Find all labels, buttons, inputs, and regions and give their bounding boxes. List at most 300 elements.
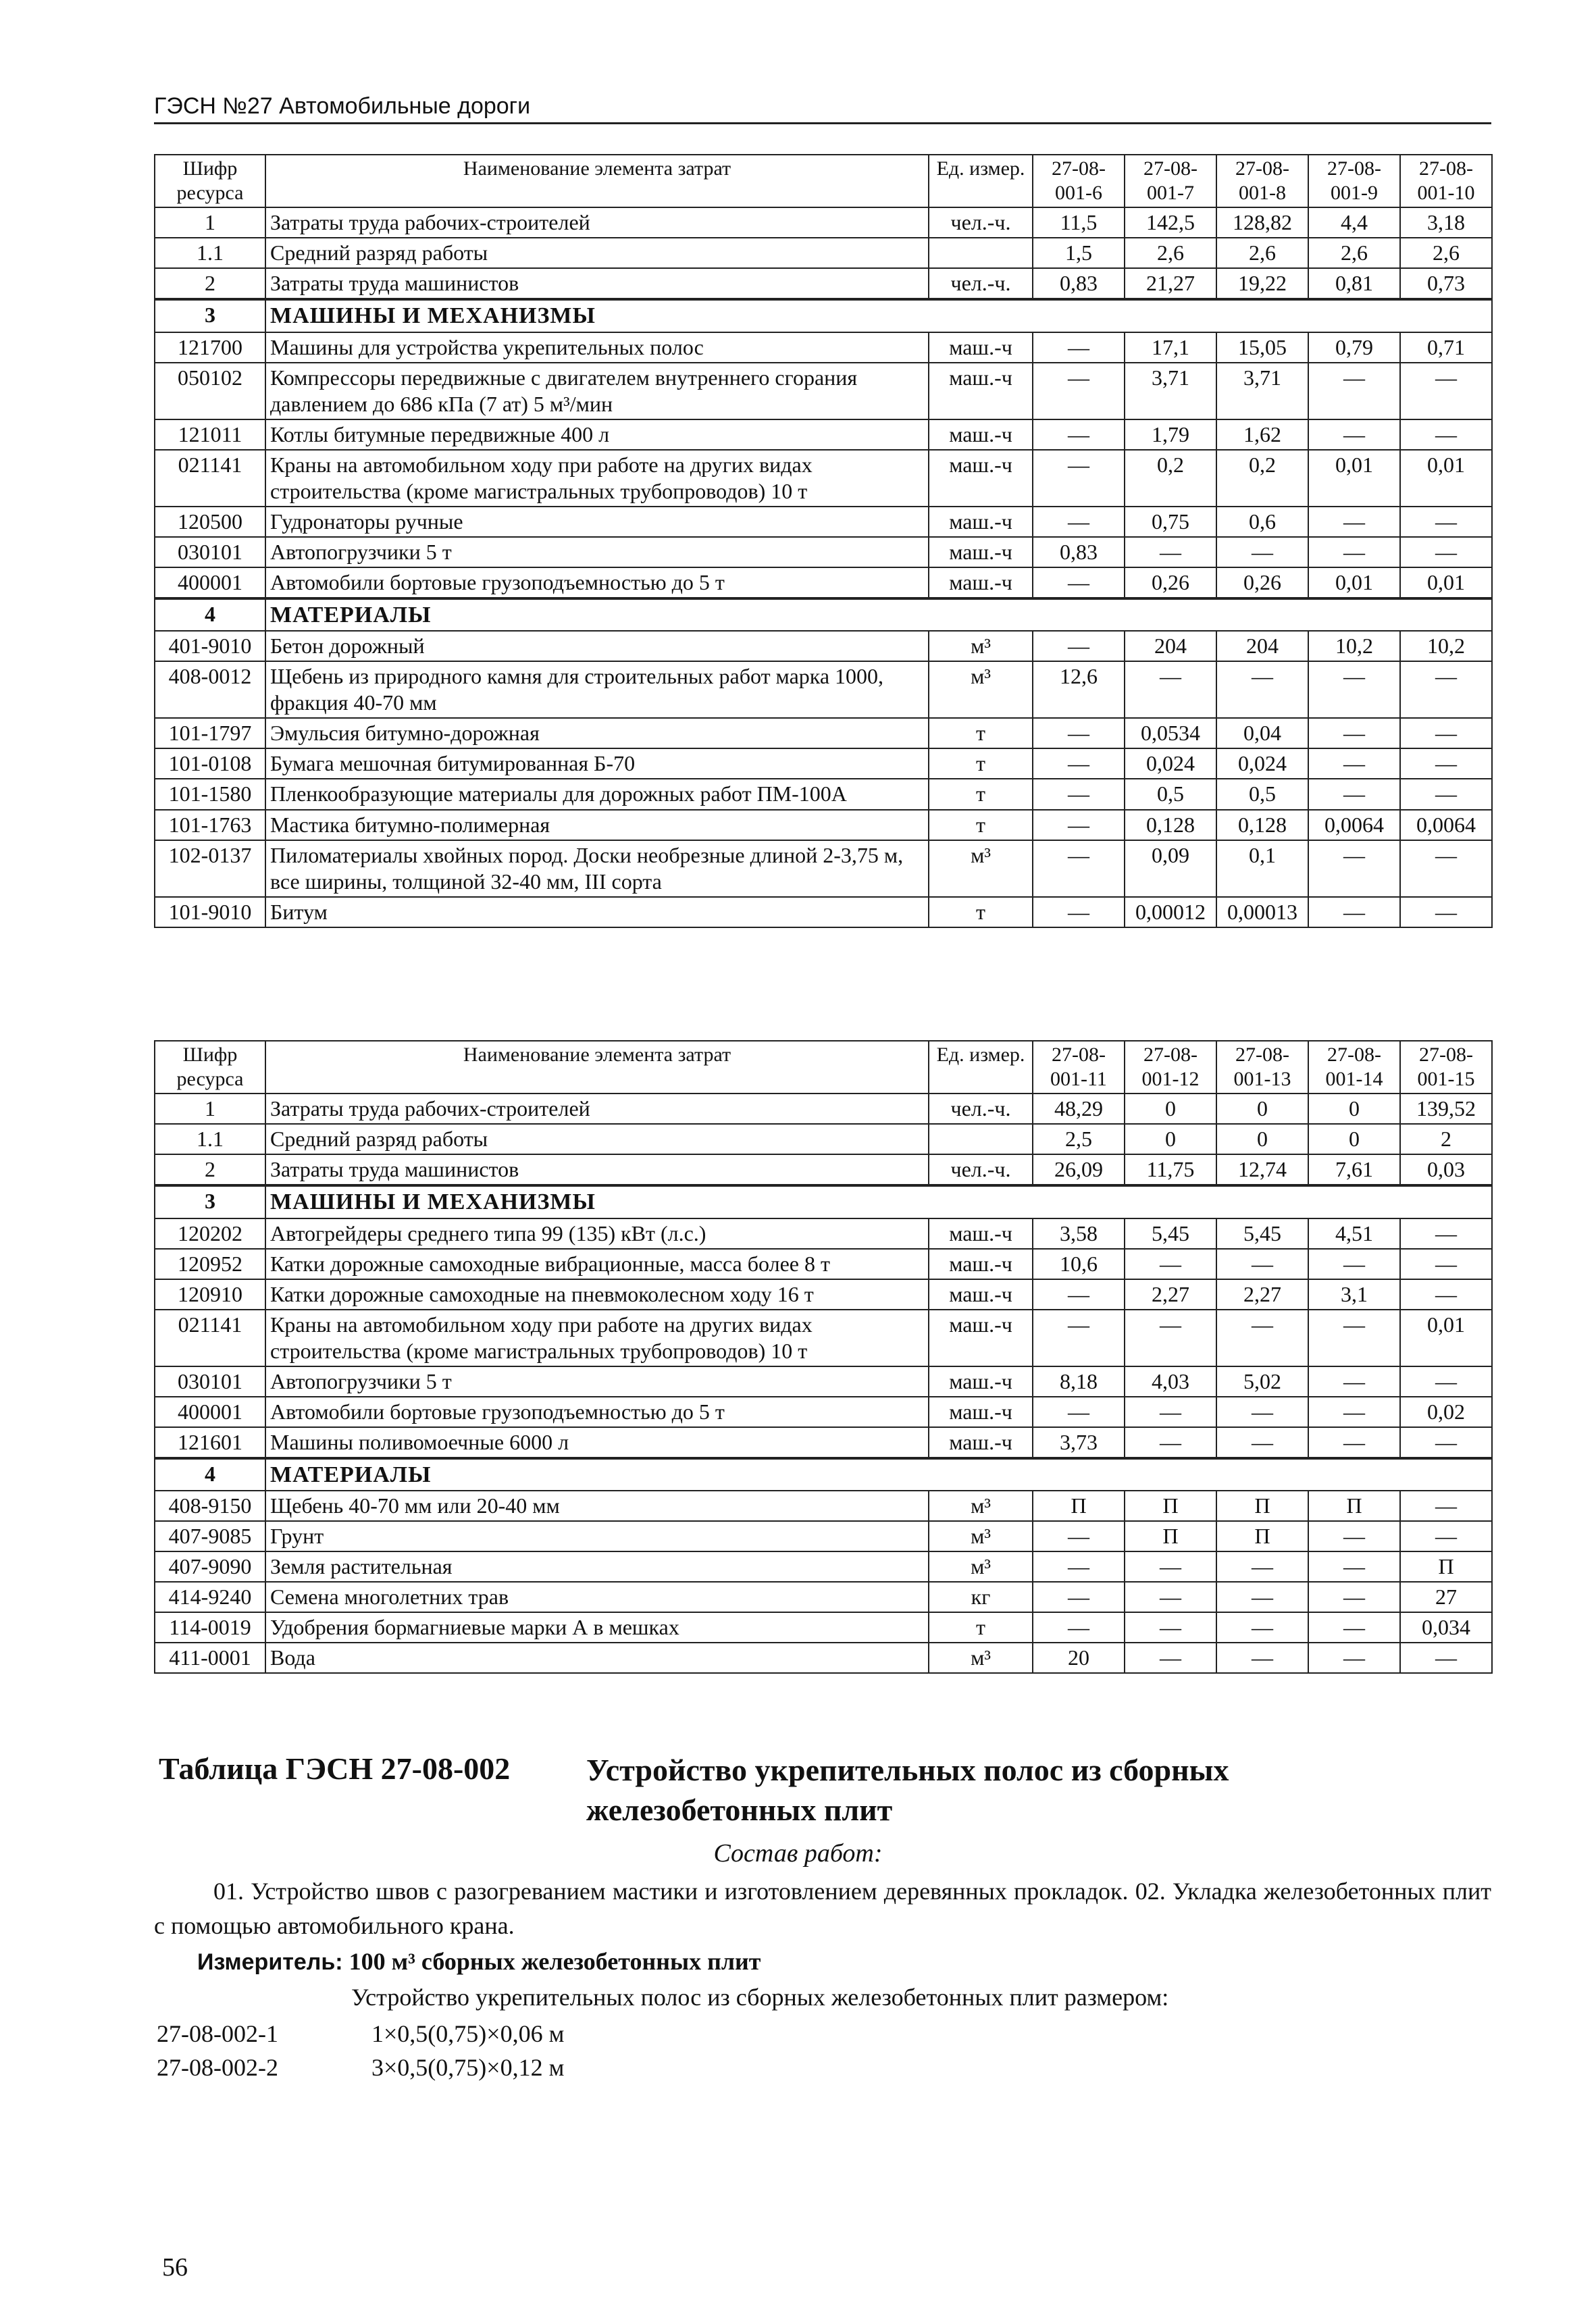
- table-row: [155, 363, 1492, 419]
- table-row: [155, 1612, 1492, 1643]
- resource-code: 1.1: [155, 1124, 265, 1154]
- value-cell: 0,1: [1216, 840, 1308, 897]
- resource-code: 021141: [155, 1310, 265, 1366]
- value-cell: 17,1: [1125, 332, 1216, 363]
- table-row: [155, 419, 1492, 450]
- value-cell: 0,0064: [1308, 810, 1400, 840]
- value-cell: —: [1308, 1366, 1400, 1397]
- unit: маш.-ч: [929, 1366, 1033, 1397]
- resource-name: Щебень из природного камня для строительных работ марка 1000, фракция 40-70 мм: [265, 661, 929, 718]
- value-cell: 2,27: [1125, 1279, 1216, 1310]
- value-cell: —: [1033, 779, 1125, 809]
- table-row: [155, 537, 1492, 567]
- value-cell: 4,51: [1308, 1218, 1400, 1249]
- table-row: [155, 1551, 1492, 1582]
- unit: маш.-ч: [929, 1218, 1033, 1249]
- table-row: [155, 631, 1492, 661]
- value-cell: 3,1: [1308, 1279, 1400, 1310]
- table-row: [155, 1249, 1492, 1279]
- value-cell: —: [1400, 537, 1492, 567]
- value-cell: 204: [1216, 631, 1308, 661]
- value-cell: 204: [1125, 631, 1216, 661]
- value-cell: —: [1125, 537, 1216, 567]
- resource-name: Средний разряд работы: [265, 1124, 929, 1154]
- value-cell: 21,27: [1125, 268, 1216, 299]
- value-cell: 0,024: [1125, 748, 1216, 779]
- resource-name: Катки дорожные самоходные вибрационные, масса более 8 т: [265, 1249, 929, 1279]
- value-cell: 2,6: [1308, 238, 1400, 268]
- section-title: МАШИНЫ И МЕХАНИЗМЫ: [265, 1185, 1492, 1218]
- value-cell: —: [1033, 810, 1125, 840]
- resource-name: Краны на автомобильном ходу при работе на других видах строительства (кроме магистральных трубопроводов) 10 т: [265, 450, 929, 507]
- unit: маш.-ч: [929, 450, 1033, 507]
- section-title: МАТЕРИАЛЫ: [265, 598, 1492, 631]
- value-cell: —: [1308, 1310, 1400, 1366]
- resource-code: 120952: [155, 1249, 265, 1279]
- variant-code: 27-08-002-2: [157, 2054, 278, 2081]
- resource-name: Семена многолетних трав: [265, 1582, 929, 1612]
- table-row: [155, 567, 1492, 598]
- value-cell: 0,5: [1125, 779, 1216, 809]
- table-row: [155, 1218, 1492, 1249]
- resource-name: Котлы битумные передвижные 400 л: [265, 419, 929, 450]
- value-cell: 15,05: [1216, 332, 1308, 363]
- unit: маш.-ч: [929, 363, 1033, 419]
- value-cell: —: [1308, 1551, 1400, 1582]
- unit: м³: [929, 631, 1033, 661]
- value-cell: —: [1033, 1279, 1125, 1310]
- table-row: [155, 1154, 1492, 1185]
- resource-code: 114-0019: [155, 1612, 265, 1643]
- resource-name: Пиломатериалы хвойных пород. Доски необрезные длиной 2-3,75 м, все ширины, толщиной 32-40 мм, III сорта: [265, 840, 929, 897]
- value-cell: П: [1033, 1491, 1125, 1521]
- value-cell: —: [1400, 1249, 1492, 1279]
- value-cell: 12,6: [1033, 661, 1125, 718]
- resource-code: 030101: [155, 537, 265, 567]
- value-cell: 10,2: [1308, 631, 1400, 661]
- value-cell: —: [1033, 1582, 1125, 1612]
- value-cell: —: [1125, 1397, 1216, 1427]
- value-cell: —: [1308, 1582, 1400, 1612]
- resource-name: Затраты труда рабочих-строителей: [265, 207, 929, 238]
- resource-code: 414-9240: [155, 1582, 265, 1612]
- value-cell: П: [1400, 1551, 1492, 1582]
- resource-code: 101-1763: [155, 810, 265, 840]
- resource-name: Мастика битумно-полимерная: [265, 810, 929, 840]
- unit: [929, 238, 1033, 268]
- value-cell: —: [1216, 1397, 1308, 1427]
- value-cell: —: [1308, 661, 1400, 718]
- resource-code: 1: [155, 1094, 265, 1124]
- table-row: [155, 1491, 1492, 1521]
- value-cell: —: [1216, 537, 1308, 567]
- resource-code: 1: [155, 207, 265, 238]
- composition-text: 01. Устройство швов с разогреванием мастики и изготовлением деревянных прокладок. 02. Укладка железобетонных плит с помощью автомобильного крана.: [154, 1878, 1491, 1940]
- value-cell: 0,2: [1216, 450, 1308, 507]
- value-cell: —: [1308, 1521, 1400, 1551]
- table-row: [155, 1521, 1492, 1551]
- table-row: [155, 268, 1492, 299]
- value-cell: 2,6: [1400, 238, 1492, 268]
- resource-name: Машины для устройства укрепительных полос: [265, 332, 929, 363]
- value-cell: 0: [1216, 1094, 1308, 1124]
- table-row: [155, 1643, 1492, 1673]
- resource-code: 2: [155, 1154, 265, 1185]
- value-cell: —: [1033, 507, 1125, 537]
- resource-code: 400001: [155, 567, 265, 598]
- resource-code: 407-9085: [155, 1521, 265, 1551]
- value-cell: 3,73: [1033, 1427, 1125, 1458]
- unit: маш.-ч: [929, 537, 1033, 567]
- header-code: Шифр ресурса: [155, 1041, 265, 1094]
- table-title: Устройство укрепительных полос из сборных железобетонных плит: [586, 1753, 1229, 1827]
- value-cell: 0,01: [1400, 450, 1492, 507]
- table-row: [155, 1582, 1492, 1612]
- value-cell: 0,128: [1216, 810, 1308, 840]
- resource-name: Автопогрузчики 5 т: [265, 537, 929, 567]
- unit: маш.-ч: [929, 1397, 1033, 1427]
- value-cell: 10,6: [1033, 1249, 1125, 1279]
- value-cell: 0,01: [1400, 567, 1492, 598]
- value-cell: —: [1308, 897, 1400, 927]
- header-name: Наименование элемента затрат: [265, 1041, 929, 1094]
- variant-title: Устройство укрепительных полос из сборных железобетонных плит размером:: [351, 1984, 1169, 2011]
- value-cell: 5,02: [1216, 1366, 1308, 1397]
- value-cell: 0: [1308, 1124, 1400, 1154]
- value-cell: —: [1400, 1279, 1492, 1310]
- value-cell: 11,5: [1033, 207, 1125, 238]
- resource-code: 050102: [155, 363, 265, 419]
- value-cell: —: [1033, 363, 1125, 419]
- value-cell: —: [1400, 661, 1492, 718]
- value-cell: 0,024: [1216, 748, 1308, 779]
- value-cell: 0: [1125, 1124, 1216, 1154]
- value-cell: 0,75: [1125, 507, 1216, 537]
- value-cell: —: [1308, 748, 1400, 779]
- value-cell: —: [1400, 1218, 1492, 1249]
- resource-code: 120500: [155, 507, 265, 537]
- value-cell: —: [1033, 748, 1125, 779]
- value-cell: —: [1308, 1643, 1400, 1673]
- resource-name: Удобрения бормагниевые марки А в мешках: [265, 1612, 929, 1643]
- table-row: [155, 810, 1492, 840]
- value-cell: —: [1400, 1643, 1492, 1673]
- value-cell: —: [1400, 840, 1492, 897]
- value-cell: 3,71: [1216, 363, 1308, 419]
- resource-name: Компрессоры передвижные с двигателем внутреннего сгорания давлением до 686 кПа (7 ат) 5 м³/мин: [265, 363, 929, 419]
- resource-code: 4: [155, 598, 265, 631]
- unit: маш.-ч: [929, 419, 1033, 450]
- table-id: Таблица ГЭСН 27-08-002: [159, 1751, 511, 1786]
- section-title: МАШИНЫ И МЕХАНИЗМЫ: [265, 299, 1492, 332]
- running-header: ГЭСН №27 Автомобильные дороги: [154, 93, 1491, 124]
- unit: маш.-ч: [929, 1310, 1033, 1366]
- value-cell: 27: [1400, 1582, 1492, 1612]
- header-unit: Ед. измер.: [929, 1041, 1033, 1094]
- value-cell: —: [1308, 507, 1400, 537]
- value-cell: 1,5: [1033, 238, 1125, 268]
- value-cell: 0,00012: [1125, 897, 1216, 927]
- section-title: МАТЕРИАЛЫ: [265, 1458, 1492, 1491]
- value-cell: —: [1400, 363, 1492, 419]
- value-cell: 3,58: [1033, 1218, 1125, 1249]
- value-cell: 0,00013: [1216, 897, 1308, 927]
- header-col: 27-08-001-10: [1400, 155, 1492, 207]
- resource-name: Эмульсия битумно-дорожная: [265, 718, 929, 748]
- value-cell: 5,45: [1125, 1218, 1216, 1249]
- value-cell: 8,18: [1033, 1366, 1125, 1397]
- resource-name: Средний разряд работы: [265, 238, 929, 268]
- value-cell: —: [1033, 1612, 1125, 1643]
- resource-name: Автомобили бортовые грузоподъемностью до 5 т: [265, 567, 929, 598]
- unit: маш.-ч: [929, 507, 1033, 537]
- resource-code: 4: [155, 1458, 265, 1491]
- unit: м³: [929, 1643, 1033, 1673]
- header-col: 27-08-001-13: [1216, 1041, 1308, 1094]
- section-row: [155, 299, 1492, 332]
- value-cell: —: [1033, 1521, 1125, 1551]
- value-cell: 0,2: [1125, 450, 1216, 507]
- value-cell: 1,62: [1216, 419, 1308, 450]
- unit: м³: [929, 1551, 1033, 1582]
- value-cell: —: [1033, 840, 1125, 897]
- value-cell: —: [1308, 419, 1400, 450]
- value-cell: —: [1033, 1397, 1125, 1427]
- resource-name: Бетон дорожный: [265, 631, 929, 661]
- unit: чел.-ч.: [929, 1094, 1033, 1124]
- value-cell: 4,4: [1308, 207, 1400, 238]
- resource-name: Краны на автомобильном ходу при работе на других видах строительства (кроме магистральных трубопроводов) 10 т: [265, 1310, 929, 1366]
- table-row: [155, 507, 1492, 537]
- variant-desc: 3×0,5(0,75)×0,12 м: [371, 2054, 565, 2081]
- unit: маш.-ч: [929, 1279, 1033, 1310]
- value-cell: —: [1216, 1551, 1308, 1582]
- header-col: 27-08-001-14: [1308, 1041, 1400, 1094]
- page-number: 56: [162, 2253, 188, 2282]
- value-cell: —: [1033, 332, 1125, 363]
- resource-code: 2: [155, 268, 265, 299]
- value-cell: 2,27: [1216, 1279, 1308, 1310]
- measure-line: [197, 1947, 761, 1976]
- resource-code: 120202: [155, 1218, 265, 1249]
- value-cell: 0,01: [1308, 450, 1400, 507]
- table-row: [155, 1397, 1492, 1427]
- resource-name: Вода: [265, 1643, 929, 1673]
- resource-code: 101-0108: [155, 748, 265, 779]
- value-cell: 0,09: [1125, 840, 1216, 897]
- unit: чел.-ч.: [929, 268, 1033, 299]
- header-unit: Ед. измер.: [929, 155, 1033, 207]
- value-cell: —: [1033, 1551, 1125, 1582]
- value-cell: 3,71: [1125, 363, 1216, 419]
- value-cell: —: [1400, 897, 1492, 927]
- value-cell: 1,79: [1125, 419, 1216, 450]
- unit: кг: [929, 1582, 1033, 1612]
- table-row: [155, 1366, 1492, 1397]
- value-cell: 139,52: [1400, 1094, 1492, 1124]
- value-cell: 48,29: [1033, 1094, 1125, 1124]
- header-code: Шифр ресурса: [155, 155, 265, 207]
- value-cell: 0,01: [1400, 1310, 1492, 1366]
- value-cell: —: [1033, 567, 1125, 598]
- resource-code: 407-9090: [155, 1551, 265, 1582]
- resource-code: 101-1797: [155, 718, 265, 748]
- section-row: [155, 598, 1492, 631]
- table-row: [155, 1124, 1492, 1154]
- value-cell: —: [1308, 1612, 1400, 1643]
- resource-name: Затраты труда рабочих-строителей: [265, 1094, 929, 1124]
- table-row: [155, 661, 1492, 718]
- value-cell: 0,71: [1400, 332, 1492, 363]
- value-cell: П: [1125, 1491, 1216, 1521]
- composition-label: Состав работ:: [713, 1839, 883, 1868]
- unit: чел.-ч.: [929, 1154, 1033, 1185]
- unit: м³: [929, 661, 1033, 718]
- resource-code: 030101: [155, 1366, 265, 1397]
- value-cell: —: [1400, 779, 1492, 809]
- table-row: [155, 332, 1492, 363]
- resource-name: Автогрейдеры среднего типа 99 (135) кВт (л.с.): [265, 1218, 929, 1249]
- value-cell: —: [1216, 1643, 1308, 1673]
- resource-code: 121011: [155, 419, 265, 450]
- value-cell: 0,03: [1400, 1154, 1492, 1185]
- value-cell: —: [1216, 1310, 1308, 1366]
- table-row: [155, 897, 1492, 927]
- resource-code: 121700: [155, 332, 265, 363]
- value-cell: —: [1125, 1582, 1216, 1612]
- value-cell: —: [1125, 1551, 1216, 1582]
- resource-name: Автопогрузчики 5 т: [265, 1366, 929, 1397]
- table-row: [155, 779, 1492, 809]
- value-cell: 7,61: [1308, 1154, 1400, 1185]
- value-cell: —: [1216, 1427, 1308, 1458]
- resource-code: 401-9010: [155, 631, 265, 661]
- resource-code: 121601: [155, 1427, 265, 1458]
- header-col: 27-08-001-12: [1125, 1041, 1216, 1094]
- value-cell: —: [1400, 507, 1492, 537]
- value-cell: 0,0064: [1400, 810, 1492, 840]
- resource-name: Катки дорожные самоходные на пневмоколесном ходу 16 т: [265, 1279, 929, 1310]
- value-cell: 0: [1125, 1094, 1216, 1124]
- value-cell: 2,6: [1125, 238, 1216, 268]
- table-row: [155, 1427, 1492, 1458]
- value-cell: 0,04: [1216, 718, 1308, 748]
- resource-name: Машины поливомоечные 6000 л: [265, 1427, 929, 1458]
- unit: маш.-ч: [929, 567, 1033, 598]
- value-cell: 0,0534: [1125, 718, 1216, 748]
- variant-code: 27-08-002-1: [157, 2020, 278, 2047]
- measure-value: 100 м³ сборных железобетонных плит: [349, 1948, 761, 1975]
- resource-name: Бумага мешочная битумированная Б-70: [265, 748, 929, 779]
- header-col: 27-08-001-11: [1033, 1041, 1125, 1094]
- value-cell: 2: [1400, 1124, 1492, 1154]
- resource-code: 3: [155, 1185, 265, 1218]
- value-cell: 0,5: [1216, 779, 1308, 809]
- value-cell: П: [1216, 1521, 1308, 1551]
- value-cell: —: [1125, 1249, 1216, 1279]
- unit: т: [929, 897, 1033, 927]
- value-cell: —: [1125, 1310, 1216, 1366]
- unit: м³: [929, 840, 1033, 897]
- value-cell: —: [1125, 1427, 1216, 1458]
- section-row: [155, 1458, 1492, 1491]
- variant-item: [157, 2020, 564, 2048]
- value-cell: —: [1033, 631, 1125, 661]
- value-cell: 26,09: [1033, 1154, 1125, 1185]
- value-cell: —: [1033, 1310, 1125, 1366]
- value-cell: —: [1400, 748, 1492, 779]
- value-cell: —: [1216, 1249, 1308, 1279]
- value-cell: —: [1033, 897, 1125, 927]
- table-row: [155, 748, 1492, 779]
- table-row: [155, 1279, 1492, 1310]
- table-row: [155, 718, 1492, 748]
- resource-code: 021141: [155, 450, 265, 507]
- value-cell: —: [1400, 1366, 1492, 1397]
- resource-table-2: [154, 1040, 1493, 1674]
- value-cell: —: [1125, 1612, 1216, 1643]
- value-cell: —: [1308, 718, 1400, 748]
- value-cell: —: [1308, 1427, 1400, 1458]
- value-cell: 3,18: [1400, 207, 1492, 238]
- value-cell: 5,45: [1216, 1218, 1308, 1249]
- header-col: 27-08-001-9: [1308, 155, 1400, 207]
- variant-item: [157, 2053, 564, 2082]
- value-cell: 11,75: [1125, 1154, 1216, 1185]
- value-cell: —: [1308, 363, 1400, 419]
- header-col: 27-08-001-8: [1216, 155, 1308, 207]
- value-cell: —: [1308, 840, 1400, 897]
- resource-code: 101-9010: [155, 897, 265, 927]
- resource-code: 101-1580: [155, 779, 265, 809]
- resource-name: Пленкообразующие материалы для дорожных работ ПМ-100А: [265, 779, 929, 809]
- section-row: [155, 1185, 1492, 1218]
- resource-name: Затраты труда машинистов: [265, 1154, 929, 1185]
- header-col: 27-08-001-15: [1400, 1041, 1492, 1094]
- table-row: [155, 840, 1492, 897]
- resource-name: Земля растительная: [265, 1551, 929, 1582]
- value-cell: —: [1400, 1521, 1492, 1551]
- table-row: [155, 450, 1492, 507]
- table-header-row: [155, 1041, 1492, 1094]
- value-cell: 0,02: [1400, 1397, 1492, 1427]
- value-cell: 0,81: [1308, 268, 1400, 299]
- resource-code: 3: [155, 299, 265, 332]
- value-cell: 10,2: [1400, 631, 1492, 661]
- header-name: Наименование элемента затрат: [265, 155, 929, 207]
- unit: маш.-ч: [929, 1427, 1033, 1458]
- header-col: 27-08-001-6: [1033, 155, 1125, 207]
- value-cell: 19,22: [1216, 268, 1308, 299]
- table-row: [155, 1094, 1492, 1124]
- value-cell: 0,79: [1308, 332, 1400, 363]
- unit: т: [929, 1612, 1033, 1643]
- value-cell: 2,5: [1033, 1124, 1125, 1154]
- resource-name: Затраты труда машинистов: [265, 268, 929, 299]
- value-cell: П: [1308, 1491, 1400, 1521]
- table-row: [155, 238, 1492, 268]
- value-cell: —: [1216, 1612, 1308, 1643]
- value-cell: 142,5: [1125, 207, 1216, 238]
- value-cell: —: [1400, 1491, 1492, 1521]
- value-cell: —: [1216, 661, 1308, 718]
- value-cell: —: [1033, 419, 1125, 450]
- unit: м³: [929, 1521, 1033, 1551]
- resource-name: Автомобили бортовые грузоподъемностью до 5 т: [265, 1397, 929, 1427]
- value-cell: —: [1400, 718, 1492, 748]
- resource-name: Грунт: [265, 1521, 929, 1551]
- value-cell: —: [1400, 1427, 1492, 1458]
